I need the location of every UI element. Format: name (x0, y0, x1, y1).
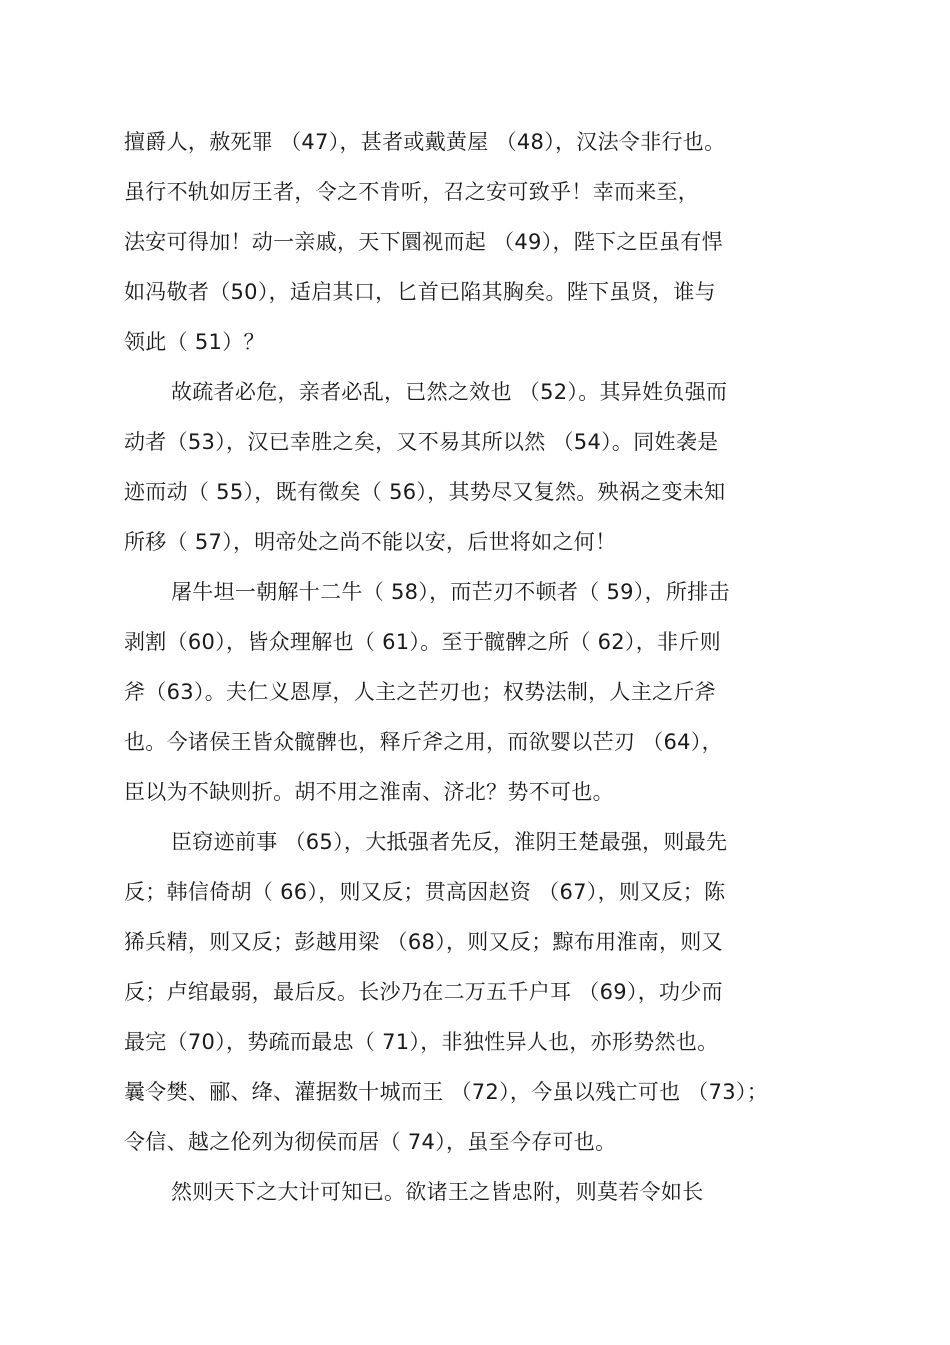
text-line: 动者（53），汉已幸胜之矣，又不易其所以然 （54）。同姓袭是 (124, 430, 719, 454)
paragraph-first-line: 屠牛坦一朝解十二牛（ 58），而芒刃不顿者（ 59），所排击 (171, 580, 730, 604)
text-line: 令信、越之伦列为彻侯而居（ 74），虽至今存可也。 (124, 1130, 617, 1154)
paragraph-first-line: 然则天下之大计可知已。欲诸王之皆忠附，则莫若令如长 (171, 1180, 704, 1204)
text-line: 斧（63）。夫仁义恩厚，人主之芒刃也；权势法制，人主之斤斧 (124, 680, 716, 704)
text-line: 法安可得加！动一亲戚，天下圜视而起 （49），陛下之臣虽有悍 (124, 230, 723, 254)
paragraph-first-line: 臣窃迹前事 （65），大抵强者先反，淮阴王楚最强，则最先 (171, 830, 728, 854)
text-line: 反；卢绾最弱，最后反。长沙乃在二万五千户耳 （69），功少而 (124, 980, 723, 1004)
paragraph-first-line: 故疏者必危，亲者必乱，已然之效也 （52）。其异姓负强而 (171, 380, 728, 404)
text-line: 迹而动（ 55），既有徵矣（ 56），其势尽又复然。殃祸之变未知 (124, 480, 726, 504)
text-line: 臣以为不缺则折。胡不用之淮南、济北？势不可也。 (124, 780, 614, 804)
text-line: 最完（70），势疏而最忠（ 71），非独性异人也，亦形势然也。 (124, 1030, 719, 1054)
text-line: 领此（ 51）？ (124, 330, 265, 354)
text-line: 反；韩信倚胡（ 66），则又反；贯高因赵资 （67），则又反；陈 (124, 880, 726, 904)
text-line: 所移（ 57），明帝处之尚不能以安，后世将如之何！ (124, 530, 617, 554)
text-line: 狶兵精，则又反；彭越用梁 （68），则又反；黥布用淮南，则又 (124, 930, 723, 954)
text-line: 擅爵人，赦死罪 （47），甚者或戴黄屋 （48），汉法令非行也。 (124, 130, 726, 154)
text-line: 如冯敬者（50），适启其口，匕首已陷其胸矣。陛下虽贤，谁与 (124, 280, 716, 304)
text-line: 虽行不轨如厉王者，令之不肯听，召之安可致乎！幸而来至， (124, 180, 700, 204)
text-line: 也。今诸侯王皆众髋髀也，释斤斧之用，而欲婴以芒刃 （64）， (124, 730, 723, 754)
text-line: 曩令樊、郦、绛、灌据数十城而王 （72），今虽以残亡可也 （73）； (124, 1080, 768, 1104)
text-line: 剥割（60），皆众理解也（ 61）。至于髋髀之所（ 62），非斤则 (124, 630, 721, 654)
